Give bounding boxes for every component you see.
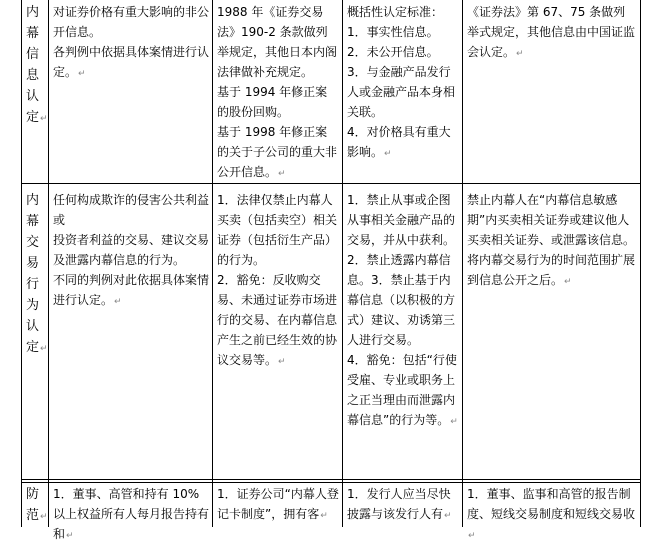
paragraph-mark-icon: ↵ [40, 344, 48, 354]
paragraph-mark-icon: ↵ [450, 417, 458, 427]
row-header-prevention: 防 范↵ [26, 487, 48, 523]
cell-china-insider-info: 《证券法》第 67、75 条做列举式规定，其他信息由中国证监会认定。↵ [467, 5, 636, 59]
paragraph-mark-icon: ↵ [468, 531, 476, 541]
paragraph-mark-icon: ↵ [444, 511, 452, 521]
row-header-insider-info: 内 幕 信 息 认 定↵ [26, 5, 48, 125]
paragraph-mark-icon: ↵ [40, 114, 48, 124]
cell-eu-prevention: 1．发行人应当尽快披露与该发行人有↵ [347, 487, 452, 521]
row-header-insider-trading: 内 幕 交 易 行 为 认 定↵ [26, 193, 48, 355]
cell-eu-insider-info: 概括性认定标准： 1．事实性信息。 2．未公开信息。 3．与金融产品发行人或金融产品本身相关联。 4．对价格具有重大影响。↵ [347, 5, 456, 159]
paragraph-mark-icon: ↵ [564, 277, 572, 287]
cell-china-insider-trading: 禁止内幕人在“内幕信息敏感期”内买卖相关证券或建议他人买卖相关证券、或泄露该信息。 将内幕交易行为的时间范围扩展到信息公开之后。↵ [467, 193, 636, 287]
paragraph-mark-icon: ↵ [78, 69, 86, 79]
cell-us-insider-trading: 任何构成欺诈的侵害公共利益或 投资者利益的交易、建议交易及泄露内幕信息的行为。 不同的判例对此依据具体案情进行认定。↵ [53, 193, 210, 307]
paragraph-mark-icon: ↵ [114, 297, 122, 307]
paragraph-mark-icon: ↵ [278, 169, 286, 179]
paragraph-mark-icon: ↵ [384, 149, 392, 159]
paragraph-mark-icon: ↵ [320, 511, 328, 521]
grid-line-h2 [21, 479, 641, 480]
grid-line-v5 [640, 0, 641, 527]
paragraph-mark-icon: ↵ [66, 531, 74, 541]
grid-line-v1 [48, 0, 49, 527]
cell-japan-prevention: 1．证券公司“内幕人登记卡制度”，拥有客↵ [217, 487, 339, 521]
cell-us-prevention: 1．董事、高管和持有 10%以上权益所有人每月报告持有和↵ [53, 487, 210, 541]
cell-us-insider-info: 对证券价格有重大影响的非公开信息。 各判例中依据具体案情进行认定。↵ [53, 5, 210, 79]
grid-line-v4 [462, 0, 463, 527]
cell-japan-insider-trading: 1．法律仅禁止内幕人买卖（包括卖空）相关证券（包括衍生产品）的行为。 2．豁免：反收购交易、未通过证券市场进行的交易、在内幕信息产生之前已经生效的协议交易等。↵ [217, 193, 338, 367]
paragraph-mark-icon: ↵ [278, 357, 286, 367]
cell-eu-insider-trading: 1．禁止从事或企图从事相关金融产品的交易，并从中获利。 2．禁止透露内幕信息。3．禁止基于内幕信息（以积极的方式）建议、劝诱第三人进行交易。 4．豁免：包括“行使受雇、专业或职务上之正当理由而泄露内幕信息”的行为等。↵ [347, 193, 458, 427]
cell-china-prevention: 1．董事、监事和高管的报告制度、短线交易制度和短线交易收↵ [467, 487, 636, 541]
grid-line-h3 [21, 482, 641, 483]
cell-japan-insider-info: 1988 年《证券交易法》190-2 条款做列举规定，其他日本内阁法律做补充规定。 基于 1994 年修正案的股份回购。 基于 1998 年修正案的关于子公司的重大非公开信息。↵ [217, 5, 338, 179]
paragraph-mark-icon: ↵ [40, 512, 48, 522]
grid-line-v3 [342, 0, 343, 527]
grid-line-h1 [21, 183, 641, 184]
grid-line-v2 [212, 0, 213, 527]
paragraph-mark-icon: ↵ [516, 49, 524, 59]
